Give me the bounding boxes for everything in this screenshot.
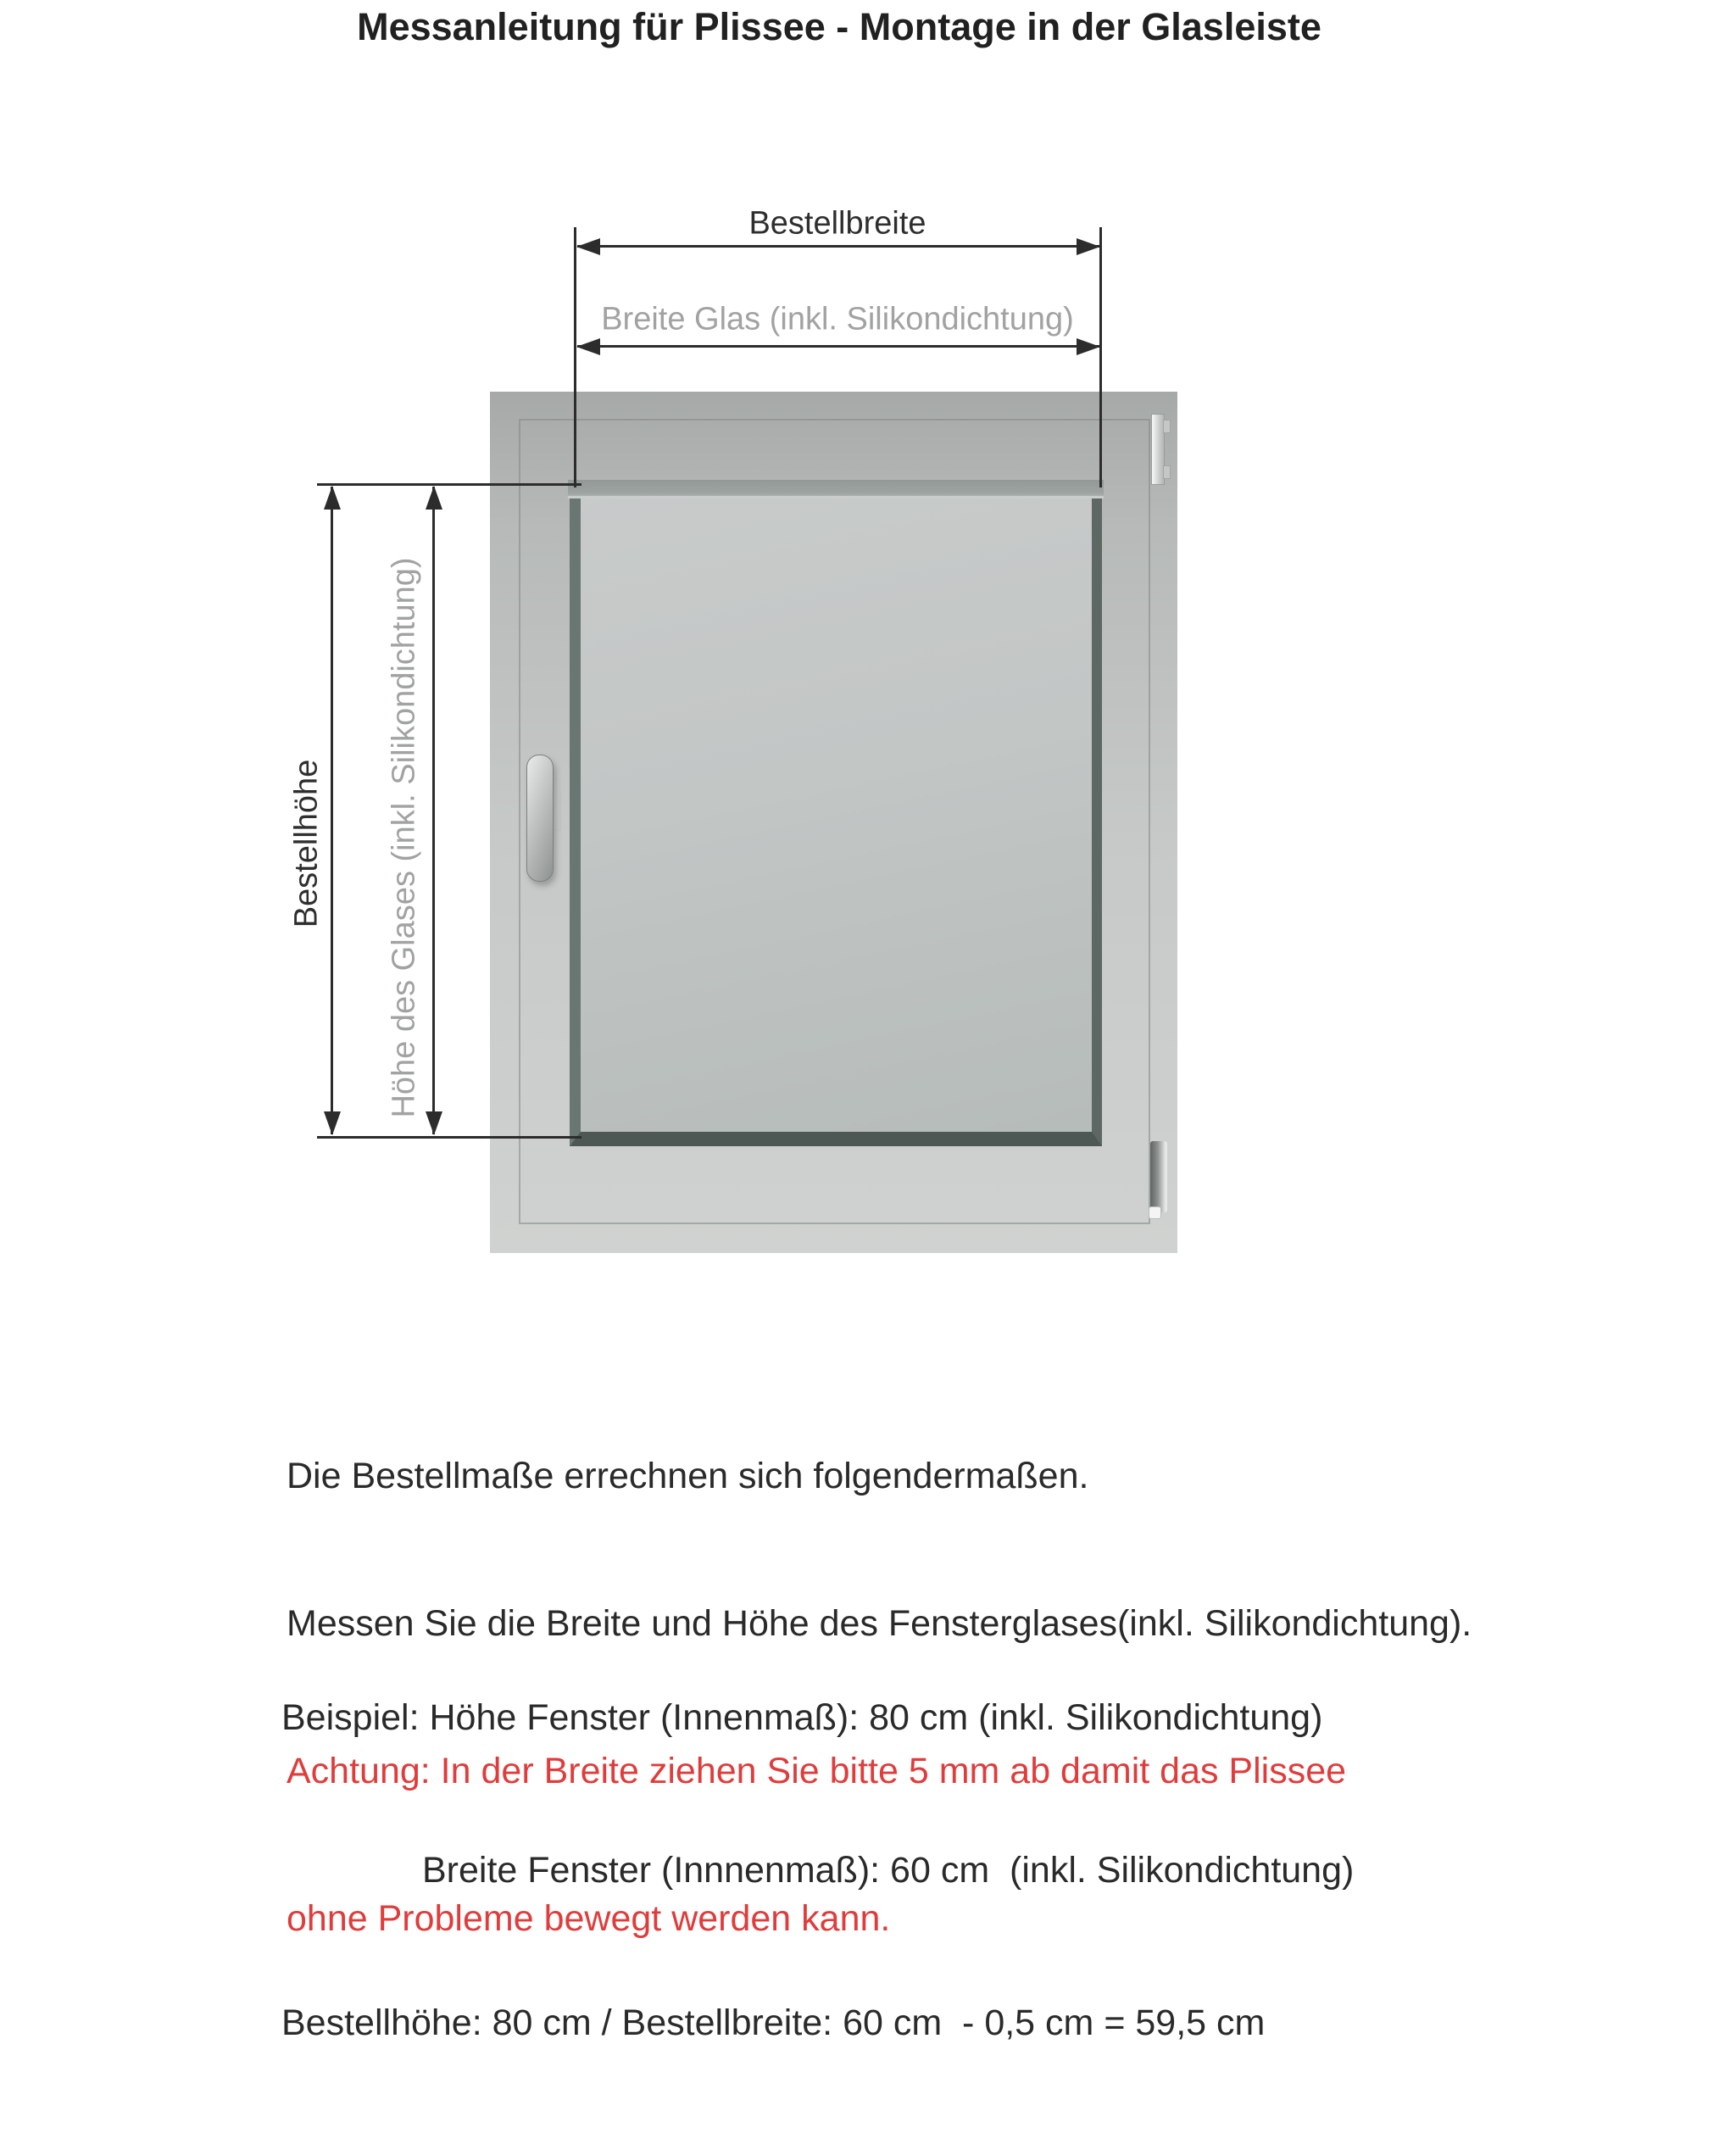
instruction-line-warning-1: Achtung: In der Breite ziehen Sie bitte 5 mm ab damit das Plissee [287, 1751, 1347, 1791]
window-handle [526, 755, 554, 882]
extension-line-top [317, 483, 581, 486]
extension-line-bottom [317, 1136, 581, 1139]
instruction-line-intro-2: Messen Sie die Breite und Höhe des Fensterglases(inkl. Silikondichtung). [287, 1603, 1472, 1644]
order-width-arrow-icon [577, 245, 1099, 248]
window-frame [490, 392, 1177, 1253]
example-block [281, 1590, 1354, 2150]
glass-height-arrow-icon [432, 487, 435, 1134]
page-title: Messanleitung für Plissee - Montage in der Glasleiste [357, 5, 1321, 48]
extension-line-right [1099, 227, 1102, 487]
example-line-result: Bestellhöhe: 80 cm / Bestellbreite: 60 cm - 0,5 cm = 59,5 cm [281, 2002, 1266, 2043]
glass-height-label: Höhe des Glases (inkl. Silikondichtung) [386, 557, 422, 1118]
example-line-height: Beispiel: Höhe Fenster (Innenmaß): 80 cm (inkl. Silikondichtung) [281, 1697, 1323, 1738]
window-hinge-top [1151, 414, 1165, 485]
example-line-width: Breite Fenster (Innnenmaß): 60 cm (inkl. Silikondichtung) [422, 1850, 1355, 1891]
instruction-line-intro-1: Die Bestellmaße errechnen sich folgendermaßen. [287, 1456, 1089, 1496]
window-hinge-bottom [1150, 1141, 1167, 1212]
order-height-arrow-icon [331, 487, 333, 1134]
extension-line-left [574, 227, 576, 487]
instruction-line-warning-2: ohne Probleme bewegt werden kann. [287, 1898, 891, 1939]
glass-width-arrow-icon [577, 345, 1099, 348]
order-height-label: Bestellhöhe [288, 759, 325, 928]
order-width-label: Bestellbreite [748, 205, 926, 242]
window-glass [570, 480, 1102, 1146]
glass-width-label: Breite Glas (inkl. Silikondichtung) [601, 301, 1074, 337]
glass-top-rail [568, 480, 1104, 499]
